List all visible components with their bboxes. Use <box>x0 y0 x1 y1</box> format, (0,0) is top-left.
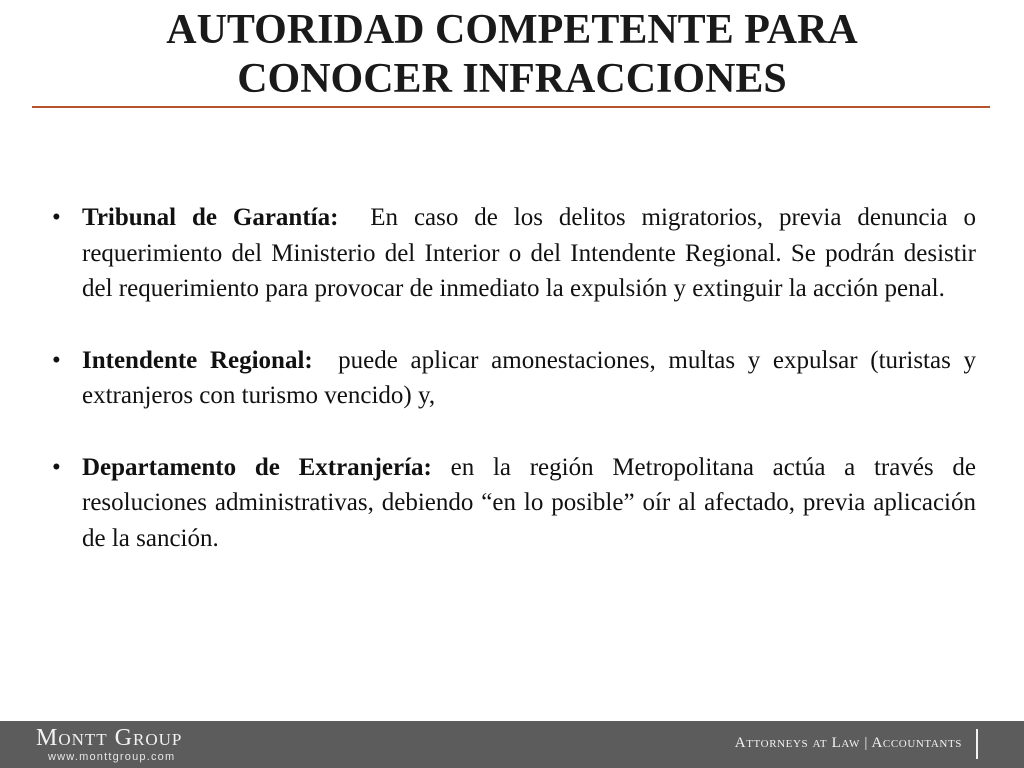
slide-title-line-2: CONOCER INFRACCIONES <box>237 56 787 102</box>
bullet-list <box>48 200 983 592</box>
footer-divider <box>976 729 978 759</box>
slide-title-line-1: AUTORIDAD COMPETENTE PARA <box>166 7 858 53</box>
title-underline-rule <box>32 106 990 108</box>
brand-logo-text: Montt Group <box>36 725 183 751</box>
bullet-text: En caso de los delitos migratorios, previa denuncia o requerimiento del Ministerio del Interior o del Intendente Regional. Se podrán desistir del requerimiento para provocar de inmediato la expulsión y extinguir la acción penal. <box>82 204 983 302</box>
website-url: www.monttgroup.com <box>48 751 176 763</box>
bullet-term: Tribunal de Garantía: <box>82 204 339 231</box>
slide-title <box>0 6 1024 104</box>
bullet-item-tribunal-de-garantia <box>48 200 983 307</box>
bullet-text: puede aplicar amonestaciones, multas y expulsar (turistas y extranjeros con turismo vencido) y, <box>82 346 983 409</box>
bullet-item-departamento-de-extranjeria <box>48 450 983 557</box>
footer-tagline: Attorneys at Law | Accountants <box>734 735 962 751</box>
footer-bar <box>0 721 1024 768</box>
bullet-text: en la región Metropolitana actúa a través de resoluciones administrativas, debiendo “en lo posible” oír al afectado, previa aplicación de la sanción. <box>82 453 983 552</box>
bullet-term: Departamento de Extranjería: <box>82 453 432 481</box>
bullet-item-intendente-regional <box>48 343 983 414</box>
bullet-term: Intendente Regional: <box>82 346 313 374</box>
